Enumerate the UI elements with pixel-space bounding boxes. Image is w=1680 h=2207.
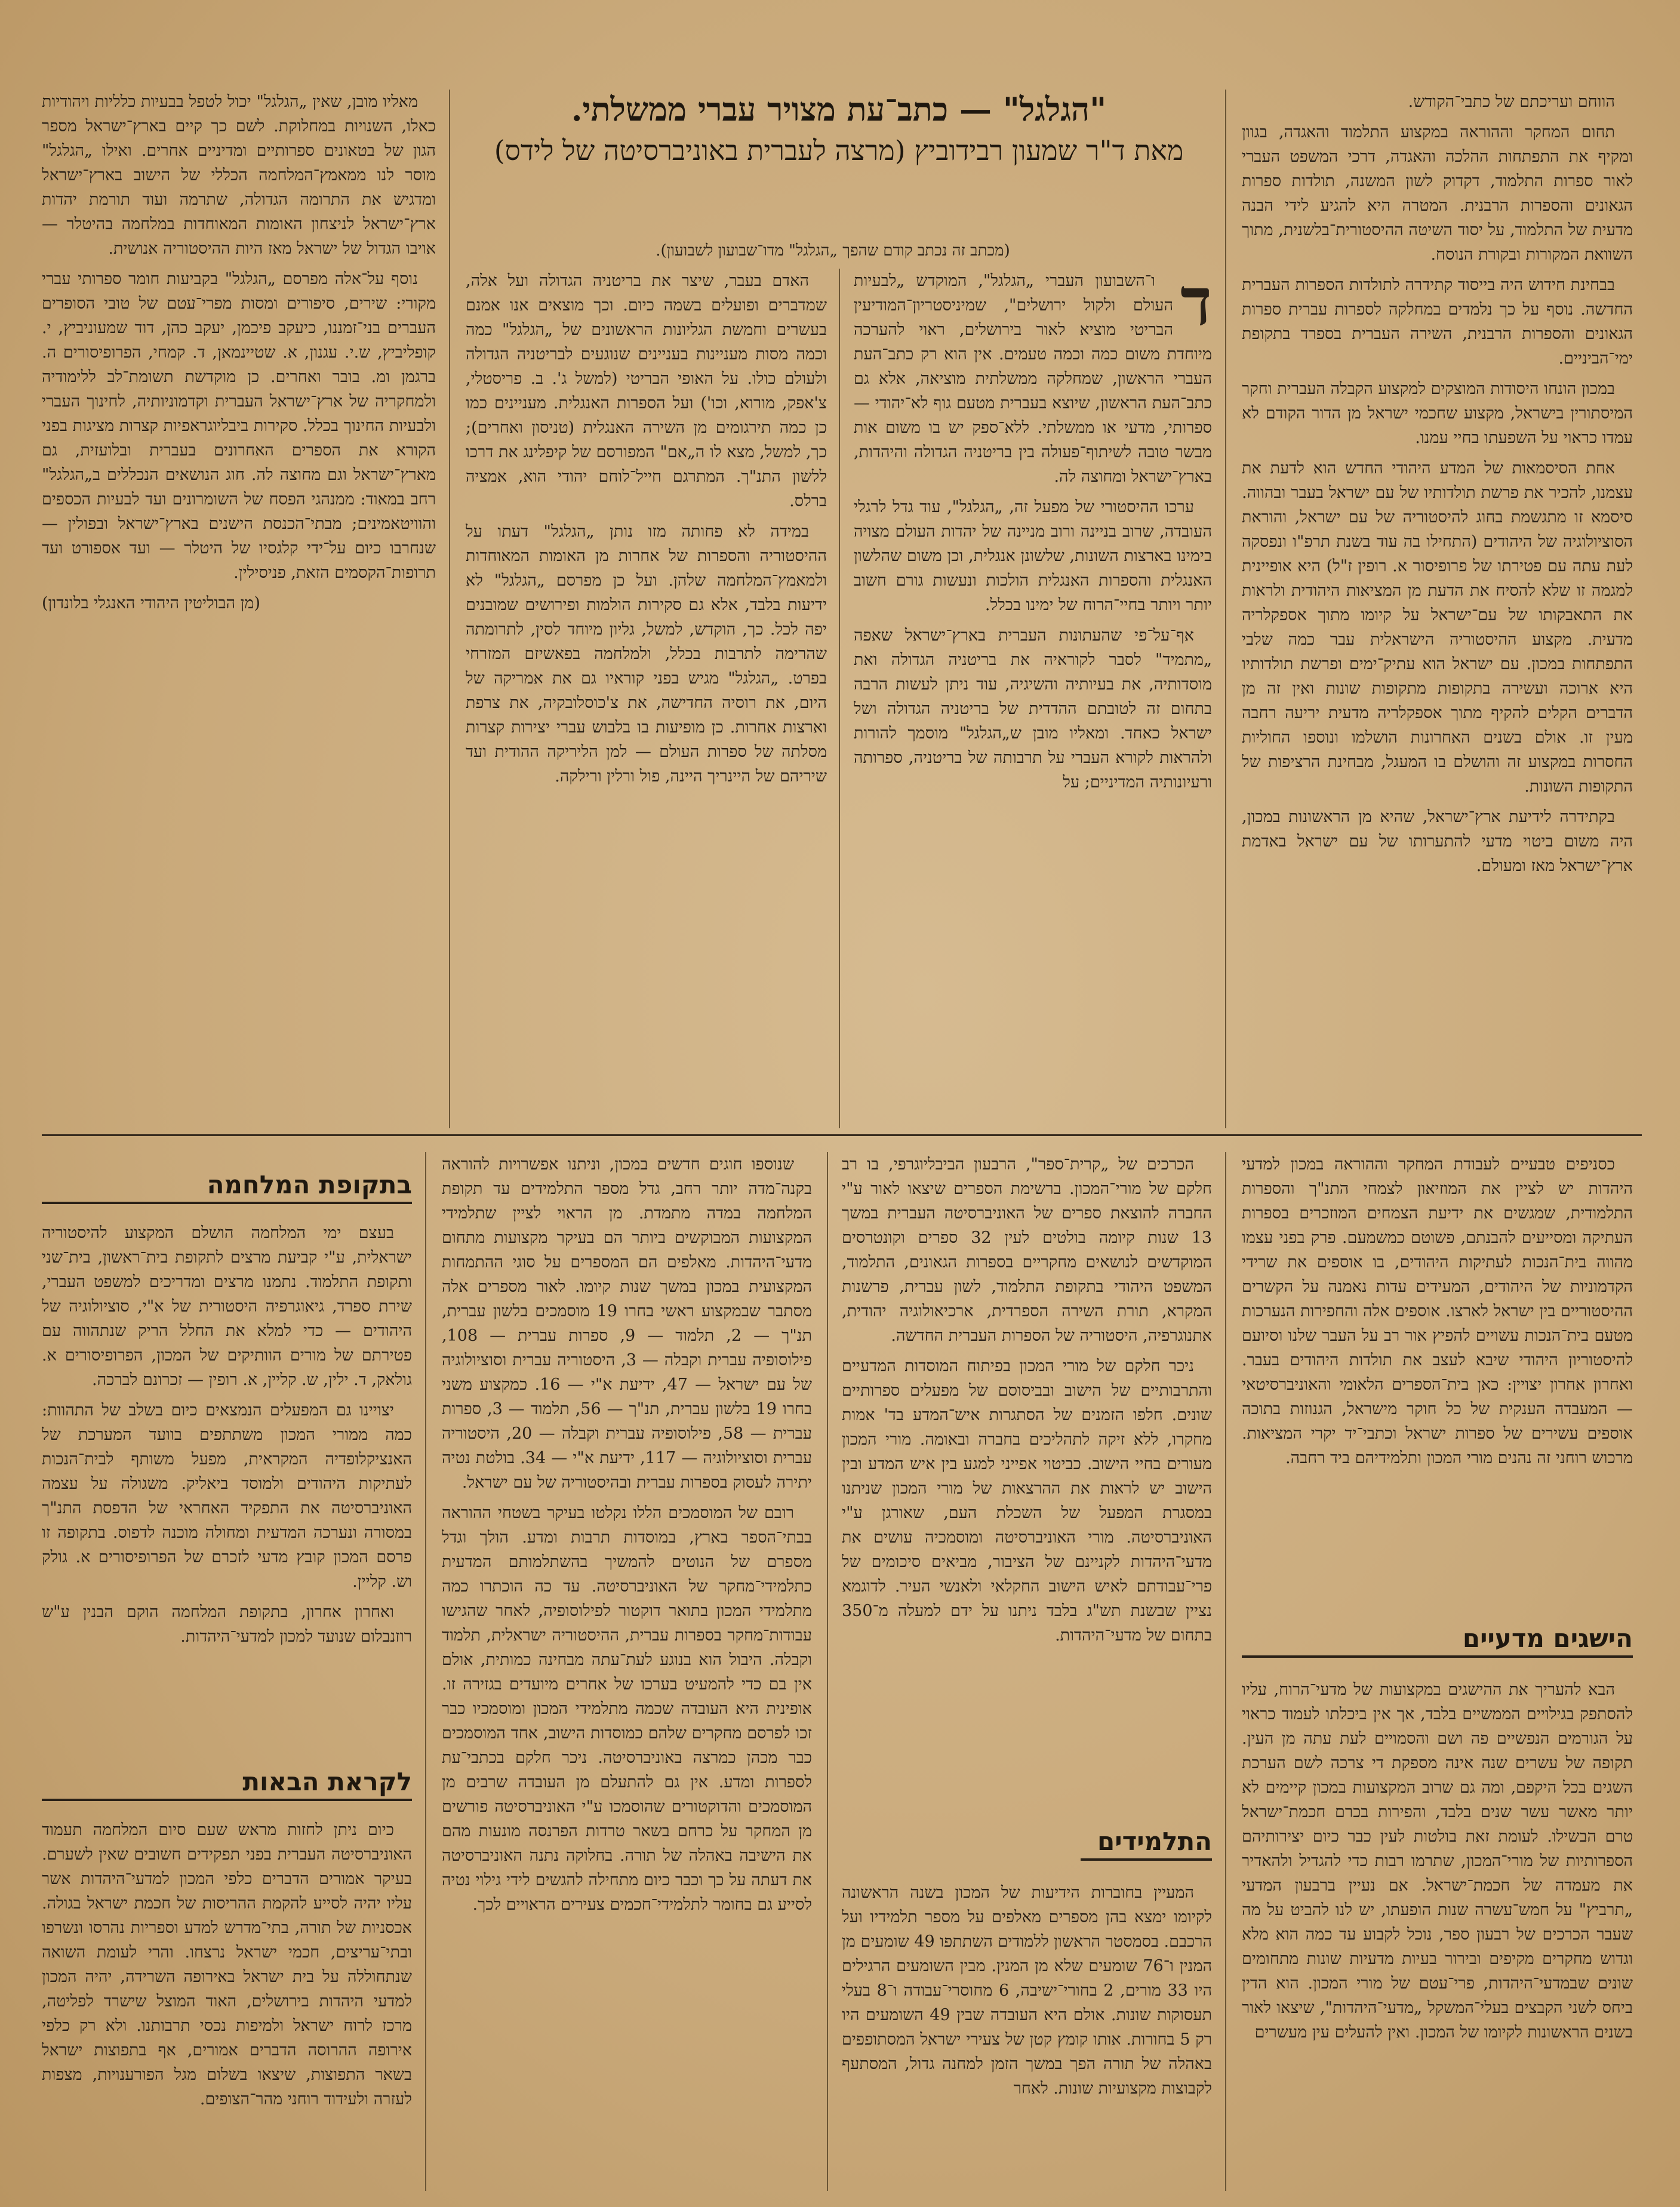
- center-column-left: [466, 269, 827, 1128]
- column-divider: [425, 1152, 426, 2191]
- right-paragraph: הווחם ועריכתם של כתבי־הקודש.: [1408, 93, 1615, 111]
- section-underline: [42, 1799, 412, 1801]
- column-divider: [449, 90, 450, 1128]
- left-paragraph: נוסף על־אלה מפרסם „הגלגל" בקביעות חומר ספרותי עברי מקורי: שירים, סיפורים ומסות מפרי־עטם של טובי הסופרים העברים בני־זמננו, כיעקב פיכמן, יעקב כהן, דוד שמעוניביץ, י. קופליביץ, ש.י. עגנון, א. שטיינמאן, ד. קמחי, הפרופיסורים ה. ברגמן ומ. בובר ואחרים. כן מוקדשת תשומת־לב ללימודיה ולמחקריה של ארץ־ישראל העברית וקדמוניותיה, לחינוך העברי ולבעיות החינוך בכלל. סקירות ביבליוגראפיות קצרות מציגות בפני הקורא את הספרים האחרונים בעברית ובלועזית, גם מארץ־ישראל וגם מחוצה לה. חוג הנושאים הנכללים ב„הגלגל" רחב במאוד: ממנהגי הפסח של השומרונים ועד לבעיות הכספים והוויטאמינים; מבתי־הכנסת הישנים בארץ־ישראל ובפולין — שנחרבו כיום על־ידי קלגסיו של היטלר — ועד אספורט ועד תרופות־הקסמים הזאת, פניסילין.: [42, 270, 436, 582]
- section-underline: [42, 1202, 412, 1204]
- lower-paragraph: יצויינו גם המפעלים הנמצאים כיום בשלב של התהוות: כמה ממורי המכון משתתפים בוועד המערכת של האנציקלופדיה המקראית, מפעל משותף לבית־הנכות לעתיקות היהודים ולמוסד ביאליק. משגולה על עצמה האוניברסיטה את התפקיד האחראי של הדפסת התנ"ך במסורה ונערכה המדעית ומחולה מוכנה לדפוס. בתקופה זו פרסם המכון קובץ מדעי לזכרם של הפרופיסורים א. גולק וש. קליין.: [42, 1401, 412, 1591]
- right-column-upper: [1242, 90, 1633, 1128]
- section-title-text: התלמידים: [1097, 1827, 1212, 1856]
- lower-column-2b: [842, 1880, 1212, 2191]
- section-title-text: בתקופת המלחמה: [207, 1170, 412, 1199]
- section-underline: [1081, 1858, 1212, 1861]
- left-paragraph: מאליו מובן, שאין „הגלגל" יכול לטפל בבעיות כלליות ויהודיות כאלו, השנויות במחלוקת. לשם כך קיים בארץ־ישראל מספר הגון של בטאונים ספרותיים ומדיניים אחרים. ואילו „הגלגל" מוסר לנו ממאמץ־המלחמה הכללי של הישוב בארץ־ישראל ומדגיש את התרומה הגדולה, שתרמה ועוד תורמת יהדות ארץ־ישראל לניצחון האומות המאוחדות במלחמה בהיטלר — אויבו הגדול של ישראל מאז היות ההיסטוריה אנושית.: [42, 93, 436, 258]
- lower-paragraph: הכרכים של „קרית־ספר", הרבעון הביבליוגרפי, בו רב חלקם של מורי־המכון. ברשימת הספרים שיצאו לאור ע"י החברה להוצאת ספרים של האוניברסיטה העברית במשך 13 שנות קיומה בולטים לעין 32 ספרים וקונטרסים המוקדשים לנושאים מחקריים בספרות הגאונים, התלמוד, המשפט היהודי בתקופת התלמוד, לשון עברית, פרשנות המקרא, תורת השירה הספרדית, ארכיאולוגיה יהודית, אתנוגרפיה, היסטוריה של הספרות העברית החדשה.: [842, 1155, 1212, 1345]
- article-note: (מכתב זה נכתב קודם שהפך „הגלגל" מדו־שבועון לשבועון).: [656, 242, 1010, 260]
- lower-column-1: [1242, 1152, 1633, 1618]
- center-paragraph: ערכו ההיסטורי של מפעל זה, „הגלגל", עוד גדל לרגלי העובדה, שרוב בניינה ורוב מניינה של יהדות העולם מצויה בימינו בארצות השונות, שלשונן אנגלית, וכן משום שהלשון האנגלית והספרות האנגלית הולכות ונעשות גורם חשוב יותר ויותר בחיי־הרוח של ימינו בכלל.: [854, 498, 1212, 614]
- center-column-right: [854, 269, 1212, 1128]
- section-title-students: [842, 1827, 1212, 1861]
- column-divider: [1225, 90, 1226, 1128]
- lower-column-1b: [1242, 1677, 1633, 2191]
- right-paragraph: אחת הסיסמאות של המדע היהודי החדש הוא לדעת את עצמנו, להכיר את פרשת תולדותיו של עם ישראל בעבר ובהווה. סיסמא זו מתגשמת בחוג להיסטוריה של עם ישראל, והוראת הסוציולוגיה של היהודים (התחילו בה עוד בשנת תרפ"ו ונפסקה לעת עתה עם פטירתו של פרופיסור א. רופין ז"ל) היא אופיינית למגמה זו שלא להסיח את הדעת מן המציאות היהודית ולראות את התאבקותו של עם־ישראל על קיומו מתוך אספקלריה מדעית. מקצוע ההיסטוריה הישראלית עבר כמה שלבי התפתחות במכון. עם ישראל הוא עתיק־ימים ופרשת תולדותיו היא ארוכה ועשירה בתקופות מתקופות שונות ואין זה מן הדברים הקלים להקיף מתוך אספקלריה מדעית יריעה רחבה מעין זו. אולם בשנים האחרונות הושלמו ונוספו החוליות החסרות במקצוע זה והושלם בו המעגל, מבחינת הרציפות של התקופות השונות.: [1242, 459, 1633, 796]
- left-column-upper: [42, 90, 436, 1128]
- section-title-text: לקראת הבאות: [242, 1767, 412, 1796]
- column-divider: [839, 269, 840, 1128]
- section-title-war: [42, 1170, 412, 1204]
- column-divider: [827, 1152, 828, 2191]
- center-paragraph: האדם בעבר, שיצר את בריטניה הגדולה ועל אלה, שמדברים ופועלים בשמה כיום. וכך מוצאים אנו אמנם בעשרים וחמשת הגליונות הראשונים של „הגלגל" כמה וכמה מסות מעניינות בעניינים שנוגעים לבריטניה הגדולה ולעולם כולו. על האופי הבריטי (למשל ג'. ב. פריסטלי, צ'אפק, מורוא, וכו') ועל הספרות האנגלית. מעניינים כמו כן כמה תירגומים מן השירה האנגלית (טניסון ואחרים); כך, למשל, מצא לו ה„אם" המפורסם של קיפלינג את דרכו ללשון התנ"ך. המתרגם חייל־לוחם יהודי הוא, אמציה ברלס.: [466, 272, 827, 510]
- section-title-text: הישגים מדעיים: [1462, 1624, 1633, 1653]
- lower-paragraph: כסניפים טבעיים לעבודת המחקר וההוראה במכון למדעי היהדות יש לציין את המוזיאון לצמחי התנ"ך והספרות התלמודית, שמגשים את ידיעת הצמחים המוזכרים בספרות העתיקה ומסייעים להבנתם, פשוטם כמשמעם. פרק בפני עצמו מהווה בית־הנכות לעתיקות היהודים, בו אוספים את שרידי הקדמוניות של היהודים, המעידים עדות נאמנה על הקשרים ההיסטוריים בין ישראל לארצו. אוספים אלה והחפירות הנערכות מטעם בית־הנכות עשויים להפיץ אור רב על העבר שלנו וסיועם להיסטוריון היהודי שיבא לעצב את תולדות היהודים בעבר. ואחרון אחרון יצויין: כאן בית־הספרים הלאומי והאוניברסיטאי — המעבדה הענקית של כל חוקר מישראל, הגנוזות בתוכה אוספים עשירים של ספרות ישראל וכתבי־יד יקרי המציאות. מרכוש רוחני זה נהנים מורי המכון ותלמידיהם ביד רחבה.: [1242, 1155, 1633, 1467]
- lower-paragraph: שנוספו חוגים חדשים במכון, וניתנו אפשרויות להוראה בקנה־מדה יותר רחב, גדל מספר התלמידים עד תקופת המלחמה במדה מתמדת. מן הראוי לציין שתלמידי המקצועות המבוקשים ביותר הם בעיקר מקצועות מתחום מדעי־היהדות. מאלפים הם המספרים על סוגי ההתמחות המקצועית במכון במשך שנות קיומו. לאור מספרים אלה מסתבר שבמקצוע ראשי בחרו 19 מוסמכים בלשון עברית, תנ"ך — 2, תלמוד — 9, ספרות עברית — 108, פילוסופיה עברית וקבלה — 3, היסטוריה עברית וסוציולוגיה של עם ישראל — 47, ידיעת א"י — 16. כמקצוע משני בחרו 19 בלשון עברית, תנ"ך — 56, תלמוד — 3, ספרות עברית — 58, פילוסופיה עברית וקבלה — 20, היסטוריה עברית וסוציולוגיה — 117, ידיעת א"י — 34. בולטת נטיה יתירה לעסוק בספרות עברית ובהיסטוריה של עם ישראל.: [442, 1155, 812, 1492]
- dropcap: ד: [1180, 269, 1212, 340]
- section-underline: [1242, 1655, 1633, 1658]
- center-paragraph: אף־על־פי שהעתונות העברית בארץ־ישראל שאפה „מתמיד" לסבר לקוראיה את בריטניה הגדולה ואת מוסדותיה, את בעיותיה והשיגיה, עוד ניתן לעשות הרבה בתחום זה לטובתם ההדדית של בריטניה הגדולה ושל ישראל כאחד. ומאליו מובן ש„הגלגל" מוסמך להורות ולהראות לקורא העברי על תרבותה של בריטניה, ספרותה ורעיונותיה המדיניים; על: [854, 626, 1212, 792]
- center-paragraph: במידה לא פחותה מזו נותן „הגלגל" דעתו על ההיסטוריה והספרות של אחרות מן האומות המאוחדות ולמאמץ־המלחמה שלהן. ועל כן מפרסם „הגלגל" לא ידיעות בלבד, אלא גם סקירות הולמות ופירושים שמובנים יפה לכל. כך, הוקדש, למשל, גליון מיוחד לסין, לתרומתה שהרימה לתרבות בכלל, ולמלחמה בפאשיזם המזרחי בפרט. „הגלגל" מגיש בפני קוראיו גם את אמריקה של היום, את רוסיה החדישה, את צ'כוסלובקיה, את צרפת וארצות אחרות. כן מופיעות בו בלבוש עברי יצירות קצרות מסלתה של ספרות העולם — למן הליריקה ההודית ועד שיריהם של היינריך היינה, פול ורלין ורילקה.: [466, 522, 827, 786]
- lower-column-2: [842, 1152, 1212, 1869]
- right-paragraph: בקתידרה לידיעת ארץ־ישראל, שהיא מן הראשונות במכון, היה משום ביטוי מדעי להתערותו של עם ישראל באדמת ארץ־ישראל מאז ומעולם.: [1242, 808, 1633, 875]
- right-paragraph: במכון הונחו היסודות המוצקים למקצוע הקבלה העברית וחקר המיסתורין בישראל, מקצוע שחכמי ישראל מן הדור הקודם לא עמדו כראוי על השפעתו בחיי עמנו.: [1242, 380, 1633, 447]
- article-headline: "הגלגל" — כתב־עת מצויר עברי ממשלתי.: [571, 90, 1107, 128]
- section-title-achievements: [1242, 1624, 1633, 1658]
- lower-paragraph: ואחרון אחרון, בתקופת המלחמה הוקם הבנין ע"ש רוזנבלום שנועד למכון למדעי־היהדות.: [42, 1603, 412, 1646]
- lower-column-3: [442, 1152, 812, 2191]
- page-divider: [42, 1134, 1642, 1136]
- lower-column-4b: [42, 1818, 412, 2191]
- lower-paragraph: כיום ניתן לחזות מראש שעם סיום המלחמה תעמוד האוניברסיטה העברית בפני תפקידים חשובים שאין לשערם. בעיקר אמורים הדברים כלפי המכון למדעי־היהדות אשר עליו יהיה לסייע להקמת ההריסות של חכמת ישראל בגולה. אכסניות של תורה, בתי־מדרש למדע וספריות נהרסו ונשרפו ובתי־עריצים, חכמי ישראל נרצחו. והרי לעומת השואה שנתחוללה על בית ישראל באירופה השרידה, יהיה המכון למדעי היהדות בירושלים, האוד המוצל שישרד לפליטה, מרכז לרוח ישראל ולמיפות נכסי תרבותנו. ולא רק כלפי אירופה ההרוסה הדברים אמורים, אף בתפוצות ישראל בשאר התפוצות, שיצאו בשלום מגל הפורענויות, מצפות לעזרה ולעידוד רוחני מהר־הצופים.: [42, 1821, 412, 2108]
- right-paragraph: תחום המחקר וההוראה במקצוע התלמוד והאגדה, בגוון ומקיף את התפתחות ההלכה והאגדה, דרכי המשפט העברי לאור ספרות התלמוד, דקדוק לשון המשנה, תולדות ספרות הגאונים והספרות הרבנית. המטרה היא להגיע לידי הבנה מדעית של התלמוד, על יסוד השיטה ההיסטורית־בלשנית, מתוך השוואת המקורות ובקורת הנוסח.: [1242, 123, 1633, 264]
- section-title-future: [42, 1767, 412, 1801]
- article-byline: מאת ד"ר שמעון רבידוביץ (מרצה לעברית באוניברסיטה של לידס): [494, 134, 1184, 167]
- left-paragraph-source: (מן הבוליטין היהודי האנגלי בלונדון): [42, 594, 261, 612]
- lower-column-4: [42, 1221, 412, 1782]
- lower-paragraph: ניכר חלקם של מורי המכון בפיתוח המוסדות המדעיים והתרבותיים של הישוב ובביסוסם של מפעלים ספרותיים שונים. חלפו הזמנים של הסתגרות איש־המדע בד' אמות מחקרו, ללא זיקה לתהליכים בחברה ובאומה. מורי המכון מעורים בחיי הישוב. כביטוי אפייני למגע בין איש המדע ובין הישוב יש לראות את ההרצאות של מורי המכון שניתנו במסגרת המפעל של השכלת העם, שאורגן ע"י האוניברסיטה. מורי האוניברסיטה ומוסמכיה עושים את מדעי־היהדות לקניינם של הציבור, מביאים סיכומים של פרי־עבודתם לאיש הישוב החקלאי ולאנשי העיר. לדוגמא נציין שבשנת תש"ג בלבד ניתנו על ידם למעלה מ־350 בתחום של מדעי־היהדות.: [842, 1357, 1212, 1645]
- lower-paragraph: בעצם ימי המלחמה הושלם המקצוע להיסטוריה ישראלית, ע"י קביעת מרצים לתקופת בית־ראשון, בית־שני ותקופת התלמוד. נתמנו מרצים ומדריכים למשפט העברי, שירת ספרד, גיאוגרפיה היסטורית של א"י, סוציולוגיה של היהודים — כדי למלא את החלל הריק שנתהווה עם פטירתם של מורים הוותיקים של המכון, הפרופיסורים א. גולאק, ד. ילין, ש. קליין, א. רופין — זכרונם לברכה.: [42, 1224, 412, 1389]
- center-paragraph: ו־השבועון העברי „הגלגל", המוקדש „לבעיות העולם ולקול ירושלים", שמיניסטריון־המודיעין הבריטי מוציא לאור בירושלים, ראוי להערכה מיוחדת משום כמה וכמה טעמים. אין הוא רק כתב־העת העברי הראשון, שמחלקה ממשלתית מוציאה, אלא גם כתב־העת הראשון, שיוצא בעברית מטעם גוף לא־יהודי — ספרותי, מדעי או ממשלתי. ללא־ספק יש בו משום אות מבשר טובה לשיתוף־פעולה בין בריטניה הגדולה והיהדות, בארץ־ישראל ומחוצה לה.: [854, 272, 1212, 486]
- lower-paragraph: המעיין בחוברות הידיעות של המכון בשנה הראשונה לקיומו ימצא בהן מספרים מאלפים על מספר תלמידיו ועל הרכבם. בסמסטר הראשון ללמודים השתתפו 49 שומעים מן המנין ו־76 שומעים שלא מן המנין. מבין השומעים הרגילים היו 33 מורים, 2 בחורי־ישיבה, 6 מחוסרי־עבודה ו־8 בעלי תעסוקות שונות. אולם היא העובדה שבין 49 השומעים היו רק 5 בחורות. אותו קומץ קטן של צעירי ישראל המסתופפים באהלה של תורה הפך במשך הזמן למחנה גדול, המסתעף לקבוצות מקצועיות שונות. לאחר: [842, 1883, 1212, 2098]
- right-paragraph: בבחינת חידוש היה בייסוד קתידרה לתולדות הספרות העברית החדשה. נוסף על כך נלמדים במחלקה לספרות עברית ספרות הגאונים והספרות הרבנית, השירה העברית בספרד בתקופת ימי־הביניים.: [1242, 276, 1633, 368]
- lower-paragraph: רובם של המוסמכים הללו נקלטו בעיקר בשטחי ההוראה בבתי־הספר בארץ, במוסדות תרבות ומדע. הולך וגדל מספרם של הנוטים להמשיך בהשתלמותם המדעית כתלמידי־מחקר של האוניברסיטה. עד כה הוכתרו כמה מתלמידי המכון בתואר דוקטור לפילוסופיה, לאחר שהגישו עבודות־מחקר בספרות עברית, ההיסטוריה ישראלית, תלמוד וקבלה. היבול הוא בנוגע לעת־עתה מבחינה כמותית, אולם אין בם כדי להמעיט בערכו של אחרים מיועדים בגזירה זו. אופינית היא העובדה שכמה מתלמידי המכון ומוסמכיו כבר זכו לפרסם מחקרים שלהם כמוסדות הישוב, אחד המוסמכים כבר מכהן כמרצה באוניברסיטה. ניכר חלקם בכתבי־עת לספרות ומדע. אין גם להתעלם מן העובדה שרבים מן המוסמכים והדוקטורים שהוסמכו ע"י האוניברסיטה פורשים מן המחקר על כרחם בשאר טרדות הפרנסה מונעות מהם את הישיבה באהלה של תורה. בחלוקה נתנה האוניברסיטה את דעתה על כך וכבר כיום מתחילה להגשים לידי גילוי נטיה לסייע גם בחומר לתלמידי־חכמים צעירים הראויים לכך.: [442, 1504, 812, 1914]
- lower-paragraph: הבא להעריך את ההישגים במקצועות של מדעי־הרוח, עליו להסתפק בגילויים הממשיים בלבד, אך אין ביכלתו לעמוד כראוי על הגורמים הנפשיים פה ושם והסמויים לעת עתה מן העין. תקופה של עשרים שנה אינה מספקת די צרכה לשם הערכת השגים בכל היקפם, ומה גם שרוב המקצועות במכון קיימים לא יותר מאשר עשר שנים בלבד, והפירות בכרם חכמת־ישראל טרם הבשילו. לעומת זאת בולטות לעין כבר כיום יצירותיהם הספרותיות של מורי־המכון, שתרמו רבות כדי להגדיל ולהאדיר את מעמדה של חכמת־ישראל. אם נעיין ברבעון המדעי „תרביץ" על חמש־עשרה שנות הופעתו, יש לנו להביט על מה שעבר הכרכים של רבעון ספר, נוכל לקבוע עד כמה הוא מלא וגדוש מחקרים מקיפים ובירור בעיות מדעיות שונות מתחומים שונים שבמדעי־היהדות, פרי־עטם של מורי המכון. הוא הדין ביחס לשני הקבצים בעלי־המשקל „מדעי־היהדות", שיצאו לאור בשנים הראשונות לקיומו של המכון. ואין להעלים עין מעשרים: [1242, 1680, 1633, 2042]
- column-divider: [1225, 1152, 1226, 2191]
